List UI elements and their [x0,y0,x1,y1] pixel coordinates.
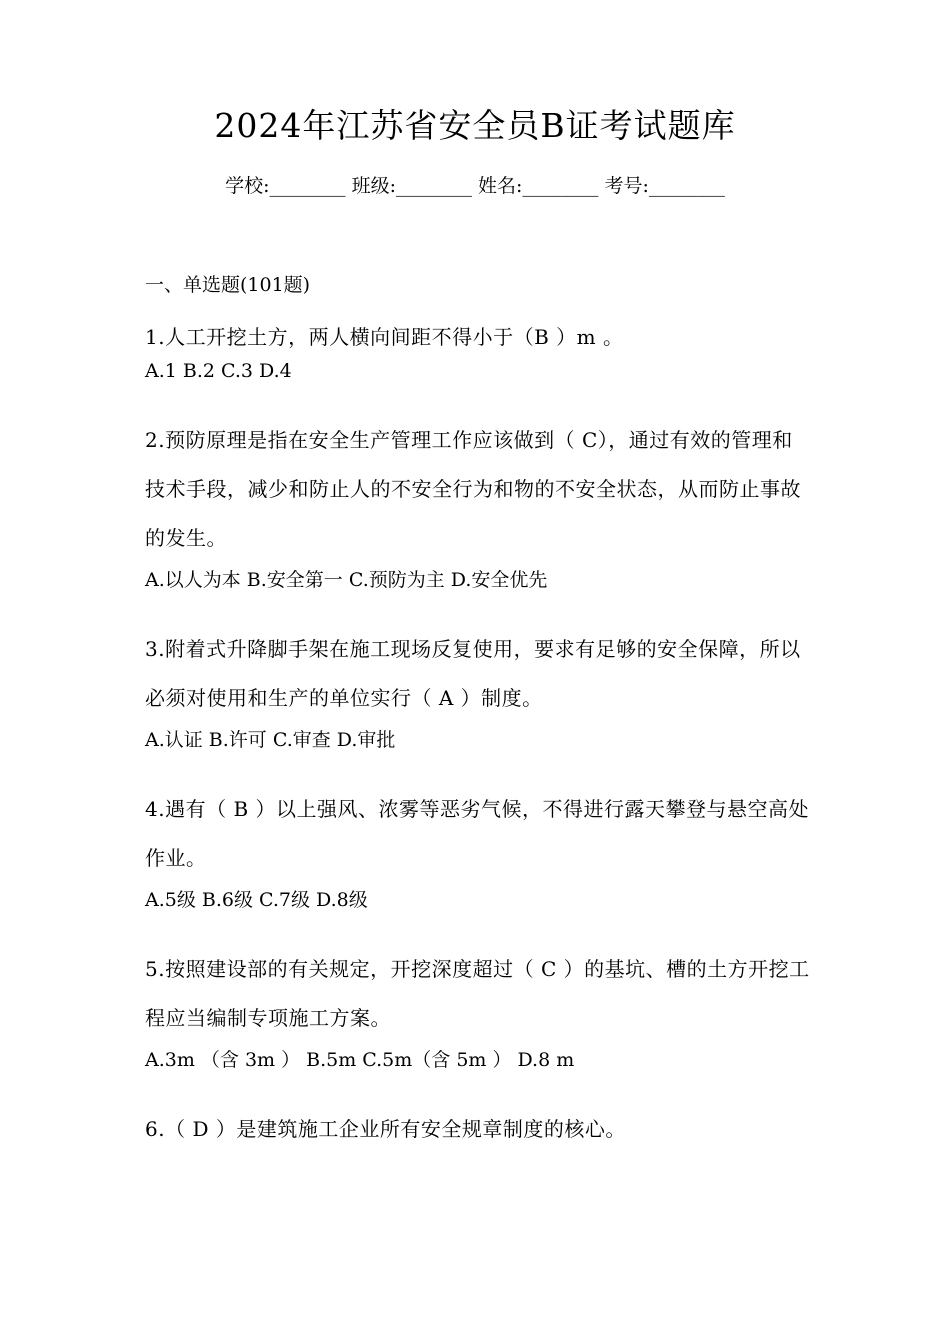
question-5 [145,945,813,1077]
question-options: A.认证 B.许可 C.审查 D.审批 [145,729,396,751]
document-title: 2024年江苏省安全员B证考试题库 [214,106,736,145]
question-options: A.以人为本 B.安全第一 C.预防为主 D.安全优先 [145,569,548,591]
student-info-line: 学校:________ 班级:________ 姓名:________ 考号:________ [225,175,725,197]
question-stem: 2.预防原理是指在安全生产管理工作应该做到（ C），通过有效的管理和技术手段，减少和防止人的不安全行为和物的不安全状态，从而防止事故的发生。 [145,428,801,550]
question-4 [145,785,813,917]
document-body [145,268,813,1182]
section-heading: 一、单选题(101题) [145,274,311,296]
question-2 [145,416,813,597]
question-options: A.1 B.2 C.3 D.4 [145,360,292,382]
question-1 [145,320,813,388]
question-3 [145,625,813,757]
question-stem: 6.（ D ）是建筑施工企业所有安全规章制度的核心。 [145,1117,626,1141]
question-stem: 3.附着式升降脚手架在施工现场反复使用，要求有足够的安全保障，所以必须对使用和生产的单位实行（ A ）制度。 [145,637,801,710]
question-options: A.5级 B.6级 C.7级 D.8级 [145,889,368,911]
question-stem: 4.遇有（ B ）以上强风、浓雾等恶劣气候，不得进行露天攀登与悬空高处作业。 [145,797,809,870]
question-6 [145,1105,813,1154]
question-stem: 1.人工开挖土方，两人横向间距不得小于（B ）m 。 [145,325,624,349]
question-stem: 5.按照建设部的有关规定，开挖深度超过（ C ）的基坑、槽的土方开挖工程应当编制专项施工方案。 [145,957,810,1030]
question-options: A.3m （含 3m ） B.5m C.5m（含 5m ） D.8 m [145,1049,575,1071]
